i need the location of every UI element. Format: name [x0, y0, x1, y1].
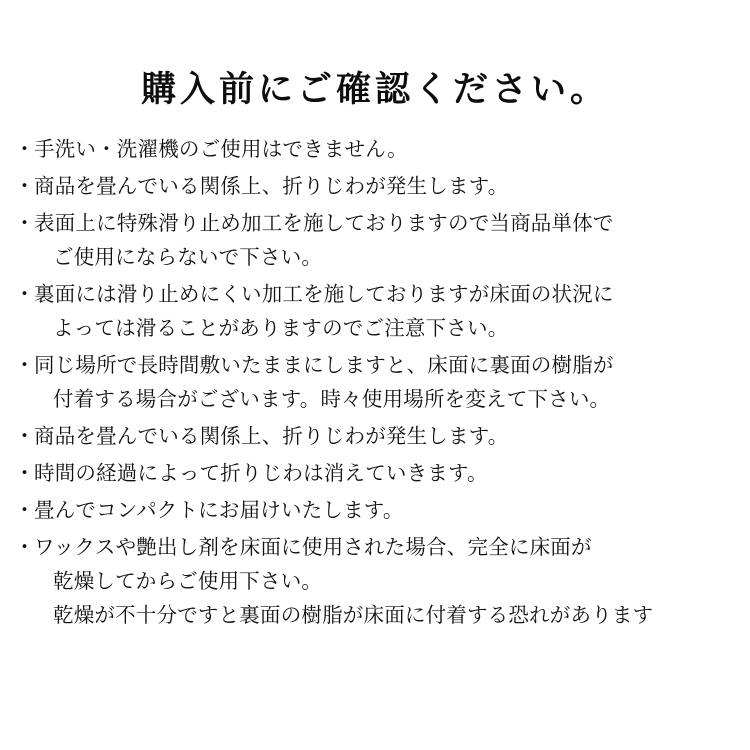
list-item	[14, 278, 736, 346]
list-item-line: ワックスや艶出し剤を床面に使用された場合、完全に床面が	[34, 536, 592, 559]
bullet-icon: ・	[14, 536, 35, 559]
list-item-text	[34, 133, 736, 167]
list-item-line: 付着する場合がございます。時々使用場所を変えて下さい。	[53, 388, 611, 411]
list-item	[14, 420, 736, 454]
list-item	[14, 133, 736, 167]
list-item	[14, 531, 736, 633]
list-item-line: 畳んでコンパクトにお届けいたします。	[34, 499, 404, 522]
bullet-icon: ・	[14, 175, 35, 198]
bullet-icon: ・	[14, 212, 35, 235]
list-item	[14, 170, 736, 204]
bullet-icon: ・	[14, 499, 35, 522]
list-item-text	[34, 531, 736, 633]
list-item-line: 商品を畳んでいる関係上、折りじわが発生します。	[34, 425, 509, 448]
list-item-line: 手洗い・洗濯機のご使用はできません。	[34, 138, 408, 161]
list-item-line: ご使用にならないで下さい。	[53, 246, 323, 269]
list-item	[14, 207, 736, 275]
list-item-text	[34, 349, 736, 417]
bullet-icon: ・	[14, 138, 35, 161]
bullet-icon: ・	[14, 354, 35, 377]
list-item-line: 時間の経過によって折りじわは消えていきます。	[34, 462, 488, 485]
list-item-line: 乾燥が不十分ですと裏面の樹脂が床面に付着する恐れがあります	[53, 604, 654, 627]
list-item-text	[34, 207, 736, 275]
list-item-line: 商品を畳んでいる関係上、折りじわが発生します。	[34, 175, 509, 198]
list-item	[14, 494, 736, 528]
list-item-text	[34, 457, 736, 491]
notice-list	[14, 133, 736, 636]
page-title: 購入前にご確認ください。	[140, 70, 609, 109]
list-item-text	[34, 494, 736, 528]
bullet-icon: ・	[14, 425, 35, 448]
list-item	[14, 457, 736, 491]
list-item-line: 乾燥してからご使用下さい。	[53, 570, 323, 593]
list-item-text	[34, 278, 736, 346]
bullet-icon: ・	[14, 462, 35, 485]
list-item-line: 同じ場所で長時間敷いたままにしますと、床面に裏面の樹脂が	[34, 354, 614, 377]
list-item-line: 表面上に特殊滑り止め加工を施しておりますので当商品単体で	[34, 212, 614, 235]
list-item-text	[34, 170, 736, 204]
list-item-text	[34, 420, 736, 454]
list-item	[14, 349, 736, 417]
bullet-icon: ・	[14, 283, 35, 306]
list-item-line: よっては滑ることがありますのでご注意下さい。	[53, 317, 509, 340]
list-item-line: 裏面には滑り止めにくい加工を施しておりますが床面の状況に	[34, 283, 614, 306]
